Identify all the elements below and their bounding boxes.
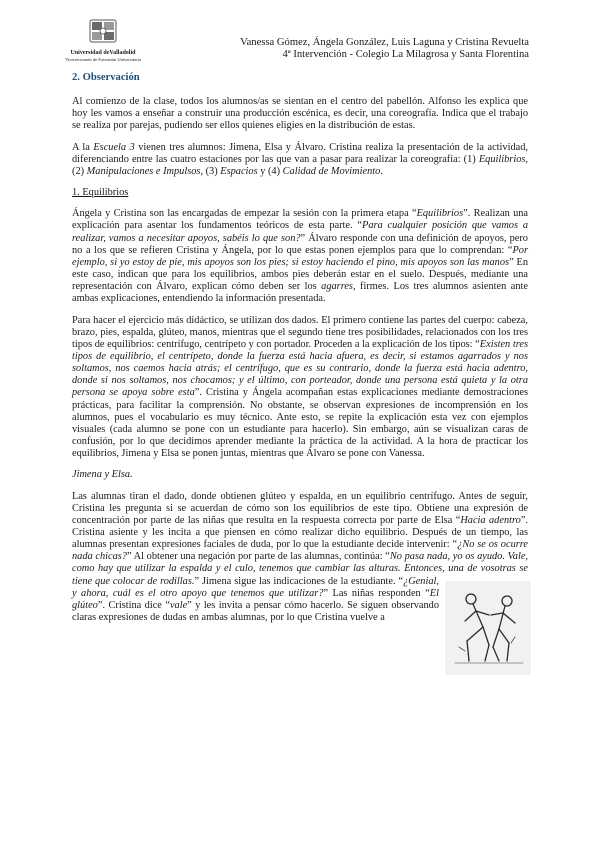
paragraph-apoyos: Ángela y Cristina son las encargadas de empezar la sesión con la primera etapa “Equilibrios”. Realizan una explicación para asentar los fundamentos teóricos de esta parte. “Para cualquier posición que vamos a realizar, vamos a necesitar apoyos, sabéis lo que son?” Álvaro responde con una definición de apoyos, pero no a los que se refieren Cristina y Ángela, por lo que estas ponen ejemplos para que lo comprendan: “Por ejemplo, si yo estoy de pie, mis apoyos son los pies; si estoy haciendo el pino, mis apoyos son las manos” En este caso, indican que para los equilibrios, ambos pies deberán estar en el suelo. Después, mediante una representación con Álvaro, explican cómo deben ser los agarres, firmes. Los tres alumnos asienten ante ambas explicaciones, entendiendo la información presentada. (72, 208, 528, 305)
page-header (240, 37, 529, 61)
logo-title: Universidad deValladolid (70, 50, 136, 56)
logo-subtitle: Vicerrectorado de Extensión Universitaria (65, 57, 141, 62)
university-crest-icon (88, 18, 118, 44)
university-logo (58, 18, 168, 63)
header-authors: Vanessa Gómez, Ángela González, Luis Laguna y Cristina Revuelta (240, 37, 529, 48)
paragraph-stations: A la Escuela 3 vienen tres alumnos: Jimena, Elsa y Álvaro. Cristina realiza la presentación de la actividad, diferenciando entre las cuatro estaciones por las que van a pasar para realizar la coreografía: (1) Equilibrios, (2) Manipulaciones e Impulsos, (3) Espacios y (4) Calidad de Movimiento. (72, 141, 528, 177)
subsection-equilibrios: 1. Equilibrios (72, 187, 129, 199)
paragraph-intro: Al comienzo de la clase, todos los alumnos/as se sientan en el centro del pabellón. Alfonso les explica que hoy les vamos a enseñar a construir una producción escénica, es decir, una coreografía. Indica que el trabajo se realiza por parejas, pudiendo ser ellos quienes eligies en la distribución de estas. (72, 96, 528, 132)
paragraph-practica: Las alumnas tiran el dado, donde obtienen glúteo y espalda, en un equilibrio centrífugo. Antes de seguir, Cristina les pregunta si se acuerdan de cómo son los equilibrios de este tipo. Obtiene una expresión de concentración por parte de las niñas que resulta en la respuesta correcta por parte de Elsa “Hacia adentro”. Cristina asiente y les incita a que piensen en cómo realizar dicho equilibrio. Después de un tiempo, las alumnas presentan expresiones faciales de duda, por lo que la estudiante decide intervenir: “¿No se os ocurre nada chicas?” Al obtener una negación por parte de las alumnas, continúa: “No pasa nada, yo os ayudo. Vale, como hay que utilizar la espalda y el culo, tenemos que cambiar las alturas. Entonces, una de vosotras se tiene que colocar de rodillas.” Jimena sigue las indicaciones de la estudiante. “ ¿Genial, y ahora, cuál es el otro apoyo que tenemos que utilizar?” Las niñas responden “El glúteo”. Cristina dice “vale” y les invita a pensar cómo hacerlo. Se siguen observando claras expresiones de dudas en ambas alumnas, por lo que Cristina vuelve a (72, 491, 528, 625)
section-title: 2. Observación (72, 72, 140, 83)
document-body (72, 72, 528, 675)
balance-sketch-figure (445, 581, 531, 675)
paragraph-dados: Para hacer el ejercicio más didáctico, se utilizan dos dados. El primero contiene las partes del cuerpo: cabeza, brazo, pies, espalda, glúteo, manos, mientras que el segundo tiene tres posibilidades, relacionados con los tres tipos de equilibrios: centrífugo, centrípeto y con portador. Proceden a la explicación de los tipos: “Existen tres tipos de equilibrio, el centrípeto, donde la fuerza está hacia afuera, es decir, si estamos agarrados y nos soltamos, nos caemos hacia atrás; el centrífugo, que es su contrario, donde la fuerza está hacia adentro, donde si nos soltamos, nos chocamos; y el último, con porteador, donde una persona está quieta y la otra persona se apoya sobre esta”. Cristina y Ángela acompañan estas explicaciones mediante demostraciones prácticas, para facilitar la comprensión. No obstante, se observan expresiones de incomprensión en los alumnos, pues el vocabulario es muy técnico. Ante esto, se repite la explicación esta vez con ejemplos visuales (cada alumno se pone con un estudiante para hacerlo). Sin embargo, aún se visualizan caras de confusión, por lo que decidimos aprender mediante la práctica de la actividad. A la hora de practicar los equilibrios, Jimena y Elsa se ponen juntas, mientras que Álvaro se pone con Vanessa. (72, 314, 528, 460)
header-intervention: 4ª Intervención - Colegio La Milagrosa y Santa Florentina (282, 49, 529, 60)
subsection-jimena-elsa: Jimena y Elsa. (72, 469, 133, 481)
